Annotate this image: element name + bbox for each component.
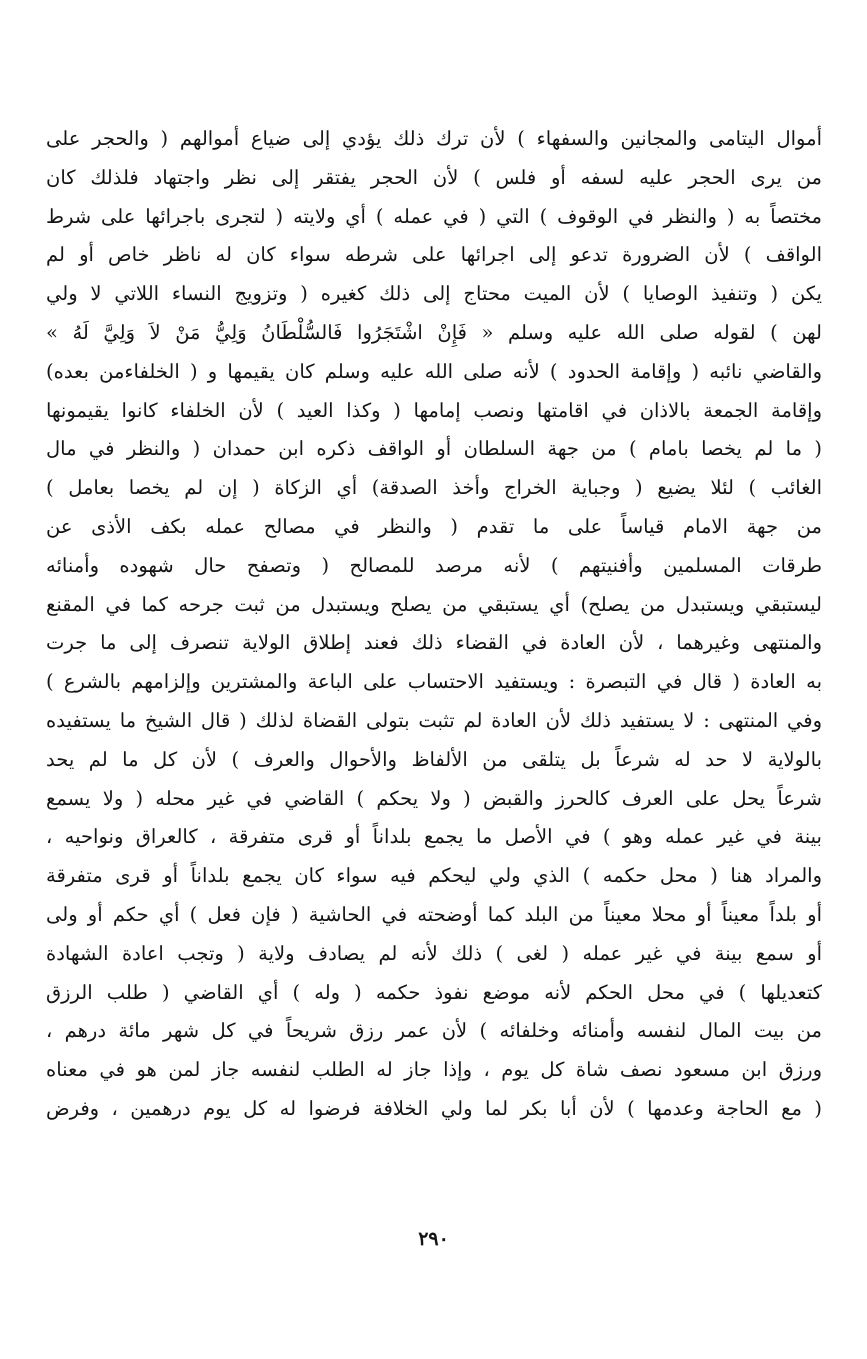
text-line-20: والمراد هنا ( محل حكمه ) الذي ولي ليحكم فيه سواء كان يجمع بلداناً أو قرى متفرقة [46,864,822,888]
text-line-21: أو بلداً معيناً أو محلا معيناً من البلد كما أوضحته في الحاشية ( فإن فعل ) أي حكم أو ولى [46,902,822,926]
text-line-14: والمنتهى وغيرهما ، لأن العادة في القضاء ذلك فعند إطلاق الولاية تنصرف إلى ما جرت [46,631,822,655]
text-line-4: الواقف ) لأن الضرورة تدعو إلى اجرائها على شرطه سواء كان له ناظر خاص أو لم [46,243,822,267]
text-line-2: من يرى الحجر عليه لسفه أو فلس ) لأن الحجر يفتقر إلى نظر واجتهاد فلذلك كان [46,165,822,189]
text-line-3: مختصاً به ( والنظر في الوقوف ) التي ( في عمله ) أي ولايته ( لتجرى باجرائها على شرط [46,204,822,228]
text-line-24: من بيت المال لنفسه وأمنائه وخلفائه ) لأن عمر رزق شريحاً في كل شهر مائة درهم ، [46,1019,822,1043]
text-line-26: ( مع الحاجة وعدمها ) لأن أبا بكر لما ولي الخلافة فرضوا له كل يوم درهمين ، وفرض [46,1096,822,1120]
text-line-8: وإقامة الجمعة بالاذان في اقامتها ونصب إمامها ( وكذا العيد ) لأن الخلفاء كانوا يقيمونها [46,398,822,422]
text-line-5: يكن ( وتنفيذ الوصايا ) لأن الميت محتاج إلى ذلك كغيره ( وتزويج النساء اللاتي لا ولي [46,282,822,306]
text-line-10: الغائب ) لئلا يضيع ( وجباية الخراج وأخذ الصدقة) أي الزكاة ( إن لم يخصا بعامل ) [46,476,822,500]
text-line-18: شرعاً يحل على العرف كالحرز والقبض ( ولا يحكم ) القاضي في غير محله ( ولا يسمع [46,786,822,810]
text-line-11: من جهة الامام قياساً على ما تقدم ( والنظر في مصالح عمله بكف الأذى عن [46,514,822,538]
text-line-6: لهن ) لقوله صلى الله عليه وسلم « فَإِنْ اشْتَجَرُوا فَالسُّلْطَانُ وَلِيُّ مَنْ لاَ وَلِيَّ لَهُ » [46,320,822,344]
text-line-22: أو سمع بينة في غير عمله ( لغى ) ذلك لأنه لم يصادف ولاية ( وتجب اعادة الشهادة [46,941,822,965]
text-line-13: ليستبقي ويستبدل من يصلح) أي يستبقي من يصلح ويستبدل من ثبت جرحه كما في المقنع [46,592,822,616]
text-line-25: ورزق ابن مسعود نصف شاة كل يوم ، وإذا جاز له الطلب لنفسه جاز لمن هو في معناه [46,1058,822,1082]
page-number: ٢٩٠ [418,1228,449,1250]
page-body-text [46,120,822,1129]
text-line-23: كتعديلها ) في محل الحكم لأنه موضع نفوذ حكمه ( وله ) أي القاضي ( طلب الرزق [46,980,822,1004]
text-line-1: أموال اليتامى والمجانين والسفهاء ) لأن ترك ذلك يؤدي إلى ضياع أموالهم ( والحجر على [46,127,822,150]
text-line-9: ( ما لم يخصا بامام ) من جهة السلطان أو الواقف ذكره ابن حمدان ( والنظر في مال [46,437,822,461]
text-line-17: بالولاية لا حد له شرعاً بل يتلقى من الألفاظ والأحوال والعرف ) لأن كل ما لم يحد [46,747,822,771]
text-line-19: بينة في غير عمله وهو ) في الأصل ما يجمع بلداناً أو قرى متفرقة ، كالعراق ونواحيه ، [46,825,822,849]
text-line-15: به العادة ( قال في التبصرة : ويستفيد الاحتساب على الباعة والمشترين وإلزامهم بالشرع ) [46,670,822,694]
text-line-7: والقاضي نائبه ( وإقامة الحدود ) لأنه صلى الله عليه وسلم كان يقيمها و ( الخلفاءمن بعده) [46,359,822,383]
text-line-12: طرقات المسلمين وأفنيتهم ) لأنه مرصد للمصالح ( وتصفح حال شهوده وأمنائه [46,553,822,577]
text-line-16: وفي المنتهى : لا يستفيد ذلك لأن العادة لم تثبت بتولى القضاة لذلك ( قال الشيخ ما يستفيده [46,708,822,732]
